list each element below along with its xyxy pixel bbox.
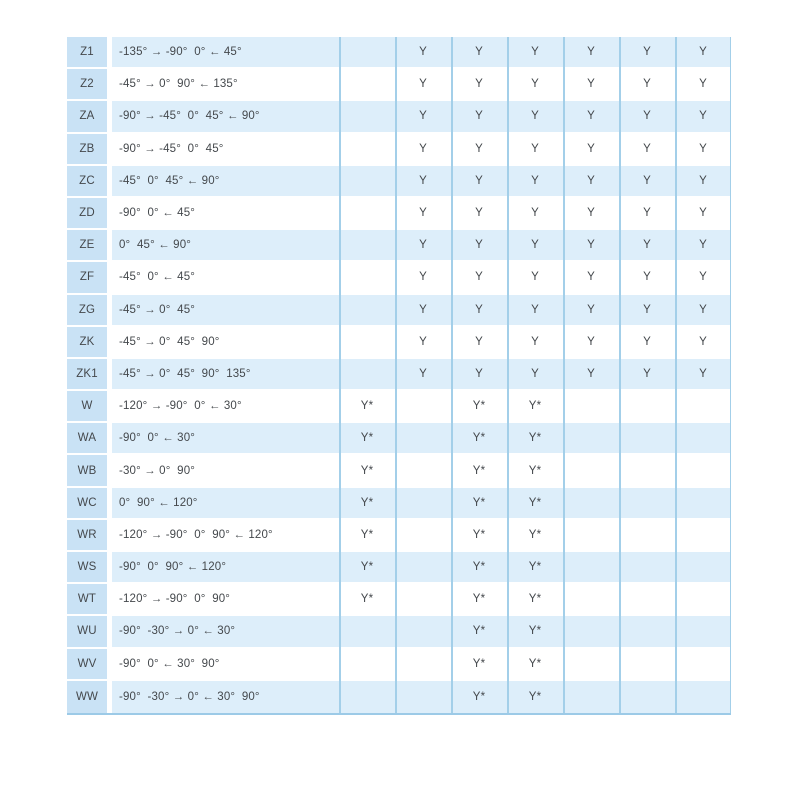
row-label: ZK1 — [76, 367, 98, 380]
grid-cell — [675, 681, 731, 713]
grid-cell — [563, 681, 619, 713]
grid-cell: Y — [563, 262, 619, 294]
grid-cell: Y — [507, 69, 563, 101]
grid-cell — [619, 488, 675, 520]
grid-cell: Y* — [507, 649, 563, 681]
grid-cell: Y — [395, 327, 451, 359]
grid-cell: Y — [619, 134, 675, 166]
grid-cell: Y — [675, 230, 731, 262]
grid-cell — [563, 552, 619, 584]
angle-spec-cell: -120° → -90° 0° ← 30° — [112, 391, 339, 423]
grid-cell: Y — [395, 69, 451, 101]
grid-cell: Y* — [339, 552, 395, 584]
row-label: ZB — [79, 142, 95, 155]
table-row — [67, 488, 731, 520]
row-label: ZA — [79, 110, 95, 123]
grid-cell: Y* — [339, 584, 395, 616]
grid-cell: Y — [675, 198, 731, 230]
grid-cell — [395, 455, 451, 487]
row-label-cell — [67, 134, 112, 166]
grid-cell — [339, 134, 395, 166]
grid-cell: Y — [619, 359, 675, 391]
grid-cell: Y* — [451, 520, 507, 552]
angle-spec-cell: -90° -30° → 0° ← 30° — [112, 616, 339, 648]
table-row — [67, 616, 731, 648]
row-label: WU — [77, 625, 97, 638]
grid-cell: Y — [451, 134, 507, 166]
grid-cell: Y — [507, 230, 563, 262]
grid-cell: Y* — [507, 520, 563, 552]
row-label-cell — [67, 230, 112, 262]
grid-cell: Y* — [507, 488, 563, 520]
grid-cell — [339, 681, 395, 713]
grid-cell: Y — [675, 134, 731, 166]
grid-cell — [675, 455, 731, 487]
row-label: WV — [77, 657, 97, 670]
grid-cell — [619, 681, 675, 713]
grid-cell: Y — [675, 295, 731, 327]
grid-cell: Y — [451, 262, 507, 294]
angle-spec-cell: 0° 45° ← 90° — [112, 230, 339, 262]
grid-cell — [563, 649, 619, 681]
grid-cell: Y — [395, 262, 451, 294]
grid-cell: Y — [563, 230, 619, 262]
grid-cell: Y — [507, 166, 563, 198]
table-row — [67, 101, 731, 133]
grid-cell: Y* — [451, 423, 507, 455]
grid-cell: Y* — [339, 423, 395, 455]
grid-cell: Y — [451, 69, 507, 101]
angle-spec-cell: -90° 0° 90° ← 120° — [112, 552, 339, 584]
grid-cell — [619, 616, 675, 648]
row-label-cell — [67, 552, 112, 584]
row-label: WW — [75, 690, 98, 703]
angle-spec-cell: -45° → 0° 45° 90° 135° — [112, 359, 339, 391]
grid-cell — [675, 616, 731, 648]
grid-cell: Y* — [507, 584, 563, 616]
grid-cell — [339, 69, 395, 101]
grid-cell — [339, 101, 395, 133]
table-row — [67, 198, 731, 230]
grid-cell — [619, 649, 675, 681]
grid-cell — [563, 616, 619, 648]
grid-cell: Y — [619, 166, 675, 198]
grid-cell — [395, 649, 451, 681]
grid-cell — [675, 488, 731, 520]
angle-spec-cell: -30° → 0° 90° — [112, 455, 339, 487]
row-label: WB — [77, 464, 97, 477]
table-row — [67, 391, 731, 423]
table-row — [67, 134, 731, 166]
grid-cell: Y* — [339, 391, 395, 423]
grid-cell — [339, 37, 395, 69]
grid-cell: Y — [451, 295, 507, 327]
table-row — [67, 230, 731, 262]
grid-cell: Y* — [507, 423, 563, 455]
grid-cell — [395, 584, 451, 616]
row-label-cell — [67, 359, 112, 391]
grid-cell: Y — [675, 101, 731, 133]
grid-cell: Y — [619, 101, 675, 133]
grid-cell: Y — [563, 295, 619, 327]
row-label-cell — [67, 520, 112, 552]
row-label-cell — [67, 584, 112, 616]
table-row — [67, 455, 731, 487]
grid-cell: Y — [619, 327, 675, 359]
angle-spec-cell: -45° 0° 45° ← 90° — [112, 166, 339, 198]
grid-cell: Y* — [451, 552, 507, 584]
rotation-angle-table — [67, 37, 731, 715]
grid-cell — [619, 552, 675, 584]
grid-cell: Y — [451, 101, 507, 133]
grid-cell — [339, 230, 395, 262]
row-label-cell — [67, 488, 112, 520]
grid-cell: Y — [619, 198, 675, 230]
grid-cell: Y* — [507, 681, 563, 713]
row-label: WT — [77, 593, 97, 606]
row-label: W — [81, 400, 93, 413]
grid-cell: Y — [507, 37, 563, 69]
row-label-cell — [67, 423, 112, 455]
angle-spec-cell: -45° → 0° 45° — [112, 295, 339, 327]
grid-cell: Y* — [507, 616, 563, 648]
table-row — [67, 262, 731, 294]
grid-cell — [395, 520, 451, 552]
grid-cell: Y* — [507, 391, 563, 423]
angle-spec-cell: -90° → -45° 0° 45° ← 90° — [112, 101, 339, 133]
row-label-cell — [67, 295, 112, 327]
grid-cell: Y — [675, 262, 731, 294]
angle-spec-cell: -90° -30° → 0° ← 30° 90° — [112, 681, 339, 713]
grid-cell — [339, 262, 395, 294]
grid-cell — [339, 327, 395, 359]
row-label: ZC — [79, 174, 95, 187]
grid-cell — [675, 552, 731, 584]
row-label: ZE — [79, 239, 95, 252]
table-body — [67, 37, 731, 713]
grid-cell — [619, 520, 675, 552]
grid-cell — [563, 584, 619, 616]
row-label-cell — [67, 262, 112, 294]
grid-cell: Y — [619, 295, 675, 327]
grid-cell: Y — [563, 101, 619, 133]
grid-cell — [675, 423, 731, 455]
grid-cell — [339, 359, 395, 391]
table-row — [67, 327, 731, 359]
grid-cell: Y — [395, 295, 451, 327]
grid-cell: Y — [675, 69, 731, 101]
table-row — [67, 295, 731, 327]
row-label-cell — [67, 101, 112, 133]
grid-cell: Y — [507, 262, 563, 294]
grid-cell: Y — [675, 166, 731, 198]
grid-cell — [675, 520, 731, 552]
grid-cell: Y — [563, 134, 619, 166]
grid-cell — [563, 423, 619, 455]
row-label: Z1 — [80, 46, 94, 59]
grid-cell — [619, 584, 675, 616]
table-row — [67, 37, 731, 69]
grid-cell — [339, 616, 395, 648]
row-label: WR — [77, 528, 97, 541]
grid-cell: Y — [395, 37, 451, 69]
grid-cell: Y* — [451, 391, 507, 423]
grid-cell: Y — [619, 69, 675, 101]
grid-cell — [395, 391, 451, 423]
rotation-angle-table-grid — [67, 37, 731, 713]
grid-cell: Y* — [507, 552, 563, 584]
row-label-cell — [67, 69, 112, 101]
row-label: ZG — [78, 303, 96, 316]
grid-cell — [563, 520, 619, 552]
grid-cell: Y — [451, 230, 507, 262]
grid-cell: Y* — [451, 681, 507, 713]
grid-cell: Y — [563, 198, 619, 230]
grid-cell: Y* — [451, 455, 507, 487]
grid-cell — [395, 616, 451, 648]
grid-cell: Y* — [507, 455, 563, 487]
row-label: ZK — [79, 335, 95, 348]
grid-cell: Y — [507, 295, 563, 327]
table-row — [67, 552, 731, 584]
grid-cell — [339, 649, 395, 681]
row-label: Z2 — [80, 78, 94, 91]
grid-cell: Y — [507, 101, 563, 133]
grid-cell: Y — [619, 262, 675, 294]
row-label: ZD — [79, 207, 95, 220]
grid-cell: Y — [563, 327, 619, 359]
angle-spec-cell: -90° → -45° 0° 45° — [112, 134, 339, 166]
grid-cell: Y — [507, 327, 563, 359]
grid-cell — [339, 295, 395, 327]
grid-cell — [619, 391, 675, 423]
grid-cell: Y* — [451, 649, 507, 681]
table-row — [67, 649, 731, 681]
row-label-cell — [67, 649, 112, 681]
grid-cell — [675, 584, 731, 616]
grid-cell: Y — [675, 359, 731, 391]
angle-spec-cell: -90° 0° ← 30° 90° — [112, 649, 339, 681]
grid-cell — [619, 423, 675, 455]
angle-spec-cell: -120° → -90° 0° 90° — [112, 584, 339, 616]
grid-cell — [395, 552, 451, 584]
grid-cell: Y — [563, 166, 619, 198]
grid-cell — [395, 423, 451, 455]
grid-cell: Y* — [451, 616, 507, 648]
grid-cell — [563, 455, 619, 487]
grid-cell: Y* — [451, 584, 507, 616]
row-label: WS — [77, 561, 97, 574]
row-label: WC — [77, 496, 97, 509]
grid-cell: Y — [451, 327, 507, 359]
grid-cell — [339, 166, 395, 198]
row-label-cell — [67, 198, 112, 230]
grid-cell: Y — [395, 134, 451, 166]
table-row — [67, 681, 731, 713]
table-row — [67, 520, 731, 552]
angle-spec-cell: -45° 0° ← 45° — [112, 262, 339, 294]
row-label-cell — [67, 327, 112, 359]
table-row — [67, 166, 731, 198]
grid-cell: Y* — [339, 488, 395, 520]
row-label-cell — [67, 616, 112, 648]
grid-cell: Y* — [339, 455, 395, 487]
table-row — [67, 69, 731, 101]
grid-cell — [619, 455, 675, 487]
row-label-cell — [67, 455, 112, 487]
table-row — [67, 359, 731, 391]
angle-spec-cell: -90° 0° ← 30° — [112, 423, 339, 455]
row-label-cell — [67, 391, 112, 423]
grid-cell — [675, 649, 731, 681]
grid-cell: Y — [675, 37, 731, 69]
row-label-cell — [67, 166, 112, 198]
row-label: WA — [77, 432, 97, 445]
grid-cell: Y — [451, 198, 507, 230]
grid-cell: Y — [451, 166, 507, 198]
table-row — [67, 423, 731, 455]
row-label: ZF — [79, 271, 95, 284]
table-row — [67, 584, 731, 616]
grid-cell: Y — [507, 198, 563, 230]
grid-cell — [395, 488, 451, 520]
angle-spec-cell: -90° 0° ← 45° — [112, 198, 339, 230]
grid-cell: Y — [451, 359, 507, 391]
row-label-cell — [67, 37, 112, 69]
grid-cell: Y — [619, 230, 675, 262]
grid-cell: Y — [507, 359, 563, 391]
angle-spec-cell: 0° 90° ← 120° — [112, 488, 339, 520]
angle-spec-cell: -135° → -90° 0° ← 45° — [112, 37, 339, 69]
angle-spec-cell: -120° → -90° 0° 90° ← 120° — [112, 520, 339, 552]
grid-cell: Y* — [339, 520, 395, 552]
grid-cell: Y — [675, 327, 731, 359]
grid-cell — [675, 391, 731, 423]
grid-cell: Y* — [451, 488, 507, 520]
row-label-cell — [67, 681, 112, 713]
grid-cell: Y — [563, 69, 619, 101]
grid-cell: Y — [563, 359, 619, 391]
grid-cell: Y — [395, 101, 451, 133]
grid-cell: Y — [507, 134, 563, 166]
grid-cell: Y — [395, 198, 451, 230]
grid-cell: Y — [563, 37, 619, 69]
angle-spec-cell: -45° → 0° 90° ← 135° — [112, 69, 339, 101]
grid-cell: Y — [619, 37, 675, 69]
grid-cell: Y — [395, 166, 451, 198]
grid-cell: Y — [395, 230, 451, 262]
grid-cell — [563, 488, 619, 520]
grid-cell — [563, 391, 619, 423]
grid-cell — [339, 198, 395, 230]
grid-cell: Y — [451, 37, 507, 69]
grid-cell: Y — [395, 359, 451, 391]
angle-spec-cell: -45° → 0° 45° 90° — [112, 327, 339, 359]
grid-cell — [395, 681, 451, 713]
